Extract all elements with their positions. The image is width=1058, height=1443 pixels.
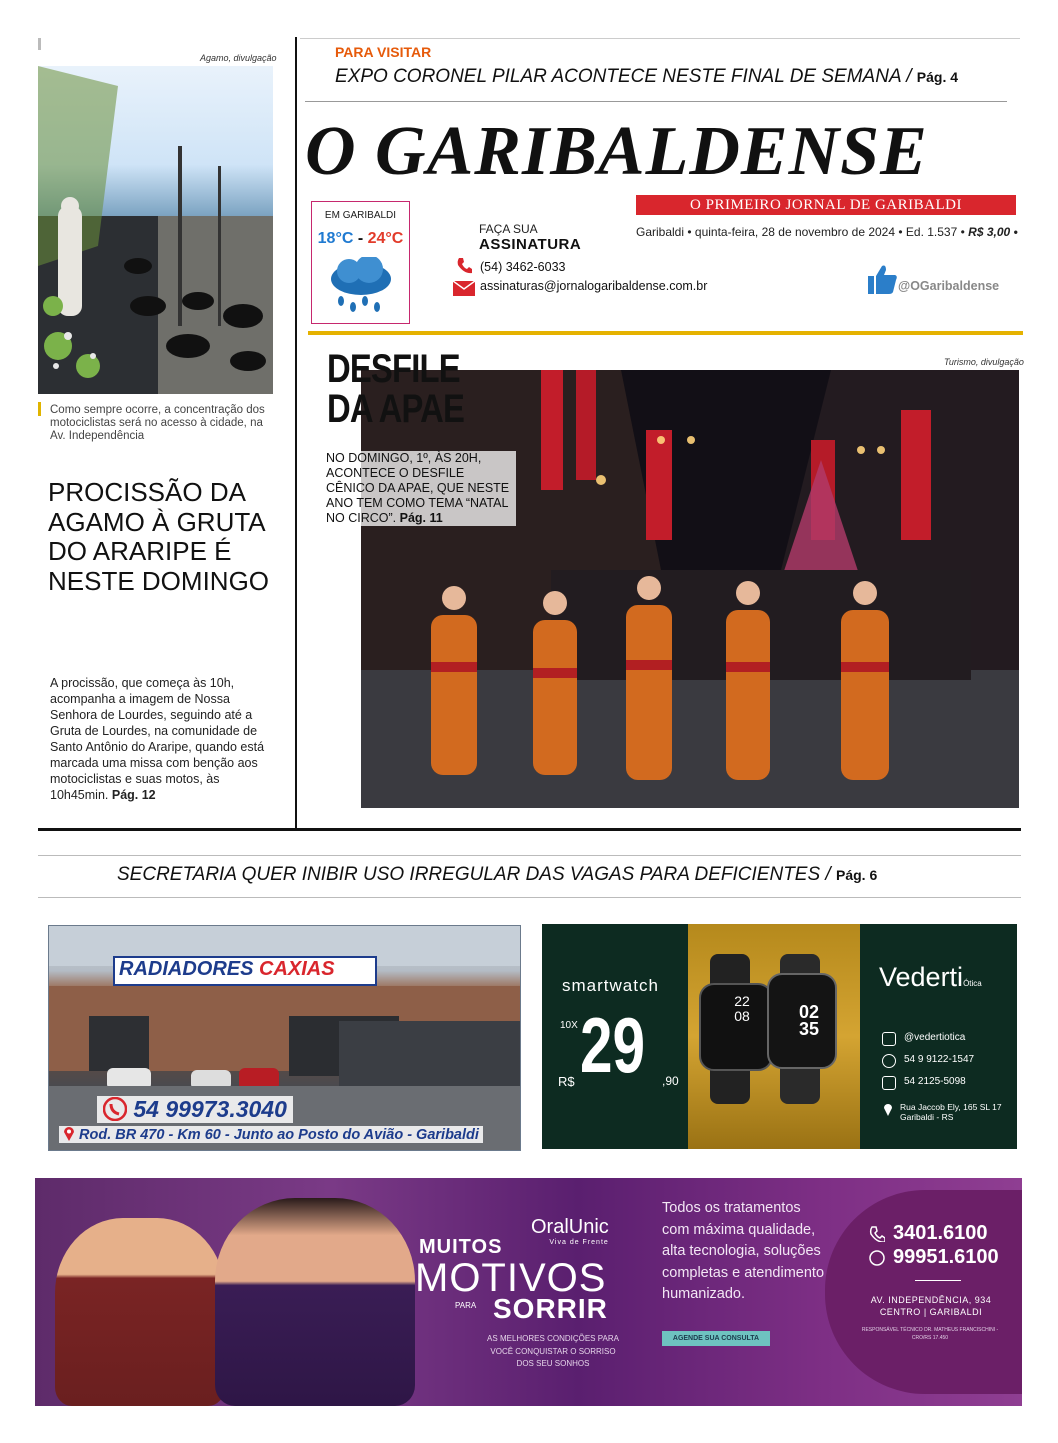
social-handle[interactable]: @OGaribaldense	[898, 279, 1000, 293]
temp-dash: -	[353, 230, 368, 247]
brand-text: Vederti	[879, 962, 964, 992]
rain-cloud-icon	[327, 257, 395, 317]
thumbs-up-icon	[866, 262, 898, 296]
page-ref-4: Pág. 4	[916, 69, 959, 85]
instagram-icon	[882, 1032, 896, 1046]
temp-high: 24°C	[367, 230, 404, 247]
vederti-brand	[879, 962, 982, 993]
temp-low: 18°C	[317, 230, 354, 247]
date-edition: Garibaldi • quinta-feira, 28 de novembro de 2024 • Ed. 1.537 •	[636, 225, 965, 239]
brand-sub: Ótica	[963, 979, 982, 988]
whatsapp[interactable]: 54 9 9122-1547	[904, 1054, 975, 1065]
phone-icon	[456, 257, 472, 275]
ad-oralunic[interactable]	[35, 1178, 1022, 1406]
subscription-block[interactable]	[479, 222, 581, 253]
phone-text: 54 99973.3040	[133, 1096, 287, 1122]
subscription-email[interactable]: assinaturas@jornalogaribaldense.com.br	[480, 279, 708, 293]
person-left	[55, 1218, 225, 1406]
muitos: MUITOS	[419, 1236, 503, 1258]
ad-copy: Todos os tratamentos com máxima qualidade, alta tecnologia, soluções completas e atendimento humanizado.	[662, 1200, 825, 1302]
motorcycle-procession-photo	[38, 66, 273, 394]
brand-sub: Viva de Frente	[549, 1239, 609, 1246]
photo-credit-main: Turismo, divulgação	[944, 357, 1024, 367]
subscription-phone[interactable]: (54) 3462-6033	[480, 260, 566, 274]
apae-parade-photo	[361, 370, 1019, 808]
watch-time-1: 22 08	[734, 993, 750, 1024]
location-pin-icon	[883, 1102, 893, 1116]
gold-divider	[308, 331, 1023, 335]
person-right	[215, 1198, 415, 1406]
corner-mark	[38, 38, 41, 50]
photo-caption-left: Como sempre ocorre, a concentração dos motociclistas será no acesso à cidade, na Av. Independência	[50, 404, 265, 442]
phone-1[interactable]: 3401.6100	[893, 1222, 988, 1244]
divider	[38, 855, 1021, 856]
masthead-title: O GARIBALDENSE	[305, 113, 928, 190]
subscription-big: ASSINATURA	[479, 236, 582, 253]
product-label: smartwatch	[562, 976, 659, 995]
headline-secretaria[interactable]	[117, 864, 877, 886]
top-rule	[300, 38, 1020, 39]
smartwatch-image	[694, 954, 854, 1104]
photo-credit-left: Agamo, divulgação	[200, 53, 277, 63]
headline-line2: DA APAE	[327, 387, 465, 431]
caption-marker	[38, 402, 41, 416]
sorrir: SORRIR	[493, 1293, 608, 1324]
headline-text: EXPO CORONEL PILAR ACONTECE NESTE FINAL DE SEMANA	[335, 66, 901, 87]
conditions: AS MELHORES CONDIÇÕES PARA VOCÊ CONQUISTAR O SORRISO DOS SEU SONHOS	[487, 1334, 619, 1368]
separator: /	[825, 864, 831, 885]
address: Rua Jaccob Ely, 165 SL 17 Garibaldi - RS	[900, 1102, 1002, 1122]
headline-text: SECRETARIA QUER INIBIR USO IRREGULAR DAS VAGAS PARA DEFICIENTES	[117, 864, 821, 885]
location-pin-icon	[63, 1126, 75, 1141]
dateline	[636, 225, 1018, 239]
contact-panel	[825, 1190, 1022, 1394]
installments: 10X	[560, 1020, 578, 1031]
subscription-small: FAÇA SUA	[479, 222, 538, 236]
headline-desfile[interactable]	[327, 349, 464, 429]
address-text: Rod. BR 470 - Km 60 - Junto ao Posto do Avião - Garibaldi	[79, 1127, 479, 1143]
instagram[interactable]: @vedertiotica	[904, 1032, 966, 1043]
divider	[305, 101, 1007, 102]
radiadores-title	[119, 958, 335, 981]
kicker-para-visitar: PARA VISITAR	[335, 44, 432, 60]
page-ref-12[interactable]: Pág. 12	[111, 788, 156, 802]
motivos: MOTIVOS	[415, 1256, 607, 1300]
mail-icon	[453, 281, 475, 296]
page-ref-6: Pág. 6	[835, 867, 878, 883]
responsible: RESPONSÁVEL TÉCNICO DR. MATHEUS FRANCISCHINI - CRO/RS 17.450	[861, 1327, 999, 1341]
title-b: CAXIAS	[259, 958, 335, 980]
price: 29	[580, 1001, 646, 1089]
article-body-left	[50, 675, 270, 803]
headline-expo[interactable]	[335, 66, 958, 88]
divider	[915, 1280, 961, 1281]
masthead-slogan: O PRIMEIRO JORNAL DE GARIBALDI	[636, 195, 1016, 215]
separator: /	[906, 66, 912, 87]
oralunic-logo	[531, 1216, 609, 1246]
watch-time-2: 02 35	[798, 1002, 820, 1039]
article-text: A procissão, que começa às 10h, acompanha a imagem de Nossa Senhora de Lourdes, seguindo até a Gruta de Lourdes, na comunidade de Santo Antônio do Araripe, quando está marcada uma missa com benção aos motociclistas e suas motos, às 10h45min.	[50, 676, 265, 802]
para: PARA	[455, 1301, 477, 1310]
radiadores-phone[interactable]	[97, 1096, 293, 1123]
whatsapp-icon	[869, 1250, 885, 1266]
title-a: RADIADORES	[119, 958, 254, 980]
phone[interactable]: 54 2125-5098	[904, 1076, 966, 1087]
section-divider	[38, 828, 1021, 831]
price-cents: ,90	[662, 1074, 679, 1088]
radiadores-address	[59, 1126, 483, 1143]
deck-text: NO DOMINGO, 1º, ÀS 20H, ACONTECE O DESFILE CÊNICO DA APAE, QUE NESTE ANO TEM COMO TEMA “NATAL NO CIRCO”.	[326, 451, 510, 525]
schedule-button[interactable]: AGENDE SUA CONSULTA	[662, 1331, 770, 1346]
weather-label: EM GARIBALDI	[324, 210, 397, 221]
address: AV. INDEPENDÊNCIA, 934 CENTRO | GARIBALDI	[870, 1295, 992, 1317]
phone-icon	[869, 1226, 885, 1242]
price: R$ 3,00 •	[968, 225, 1018, 239]
column-divider	[295, 37, 297, 829]
deck-apae	[326, 451, 516, 526]
weather-box	[311, 201, 410, 324]
phone-2[interactable]: 99951.6100	[893, 1246, 999, 1268]
currency: R$	[558, 1074, 575, 1089]
page-ref-11[interactable]: Pág. 11	[399, 511, 443, 525]
whatsapp-icon	[103, 1097, 127, 1121]
divider	[38, 897, 1021, 898]
brand: OralUnic	[531, 1216, 609, 1238]
telephone-icon	[882, 1076, 896, 1090]
whatsapp-icon	[882, 1054, 896, 1068]
temperature	[312, 230, 409, 248]
ad-vederti-otica[interactable]	[542, 924, 1017, 1149]
ad-radiadores-caxias[interactable]	[48, 925, 521, 1151]
headline-line1: DESFILE	[327, 347, 460, 391]
headline-procissao[interactable]: PROCISSÃO DA AGAMO À GRUTA DO ARARIPE É NESTE DOMINGO	[48, 477, 270, 596]
